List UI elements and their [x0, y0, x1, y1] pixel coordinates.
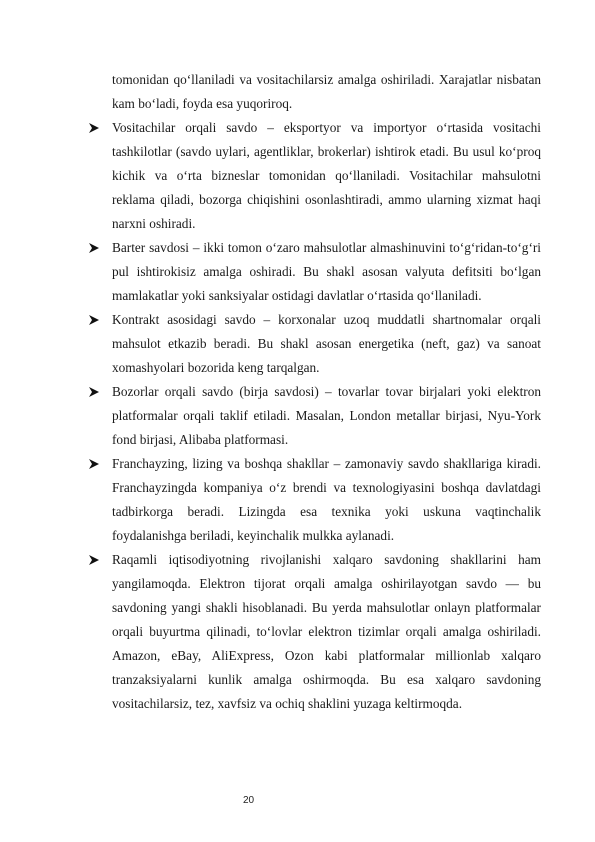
arrowhead-bullet-icon — [88, 452, 102, 476]
bullet-item — [88, 236, 541, 308]
bullet-item-text: Vositachilar orqali savdo – eksportyor va importyor o‘rtasida vositachi tashkilotlar (savdo uylari, agentliklar, brokerlar) ishtirok etadi. Bu usul ko‘proq kichik va o‘rta bizneslar tomonidan qo‘llaniladi. Vositachilar mahsulotni reklama qiladi, bozorga chiqishini osonlashtiradi, ammo ularning xizmat haqi narxni oshiradi. — [112, 120, 541, 231]
bullet-item-text: Kontrakt asosidagi savdo – korxonalar uzoq muddatli shartnomalar orqali mahsulot etkazib beradi. Bu shakl asosan energetika (neft, gaz) va sanoat xomashyolari bozorida keng tarqalgan. — [112, 312, 541, 375]
page-body — [88, 68, 541, 716]
bullet-list — [88, 116, 541, 716]
arrowhead-bullet-icon — [88, 380, 102, 404]
bullet-item-text: Barter savdosi – ikki tomon o‘zaro mahsulotlar almashinuvini to‘g‘ridan-to‘g‘ri pul ishtirokisiz amalga oshiradi. Bu shakl asosan valyuta defitsiti bo‘lgan mamlakatlar yoki sanksiyalar ostidagi davlatlar o‘rtasida qo‘llaniladi. — [112, 240, 541, 303]
bullet-item — [88, 380, 541, 452]
bullet-item — [88, 548, 541, 716]
bullet-item — [88, 308, 541, 380]
page-number: 20 — [243, 795, 255, 806]
arrowhead-bullet-icon — [88, 116, 102, 140]
arrowhead-bullet-icon — [88, 236, 102, 260]
arrowhead-bullet-icon — [88, 548, 102, 572]
bullet-item — [88, 116, 541, 236]
bullet-item — [88, 452, 541, 548]
intro-continuation-paragraph: tomonidan qo‘llaniladi va vositachilarsiz amalga oshiriladi. Xarajatlar nisbatan kam bo‘ladi, foyda esa yuqoriroq. — [112, 72, 541, 111]
bullet-item-text: Bozorlar orqali savdo (birja savdosi) – tovarlar tovar birjalari yoki elektron platformalar orqali taklif etiladi. Masalan, London metallar birjasi, Nyu-York fond birjasi, Alibaba platformasi. — [112, 384, 541, 447]
bullet-item-text: Raqamli iqtisodiyotning rivojlanishi xalqaro savdoning shakllarini ham yangilamoqda. Elektron tijorat orqali amalga oshirilayotgan savdo — bu savdoning yangi shakli hisoblanadi. Bu yerda mahsulotlar onlayn platformalar orqali buyurtma qilinadi, to‘lovlar elektron tizimlar orqali amalga oshiriladi. Amazon, eBay, AliExpress, Ozon kabi platformalar millionlab xalqaro tranzaksiyalarni kunlik amalga oshirmoqda. Bu esa xalqaro savdoning vositachilarsiz, tez, xavfsiz va ochiq shaklini yuzaga keltirmoqda. — [112, 552, 541, 711]
arrowhead-bullet-icon — [88, 308, 102, 332]
bullet-item-text: Franchayzing, lizing va boshqa shakllar – zamonaviy savdo shakllariga kiradi. Franchayzingda kompaniya o‘z brendi va texnologiyasini boshqa davlatdagi tadbirkorga beradi. Lizingda esa texnika yoki uskuna vaqtinchalik foydalanishga beriladi, keyinchalik mulkka aylanadi. — [112, 456, 541, 543]
